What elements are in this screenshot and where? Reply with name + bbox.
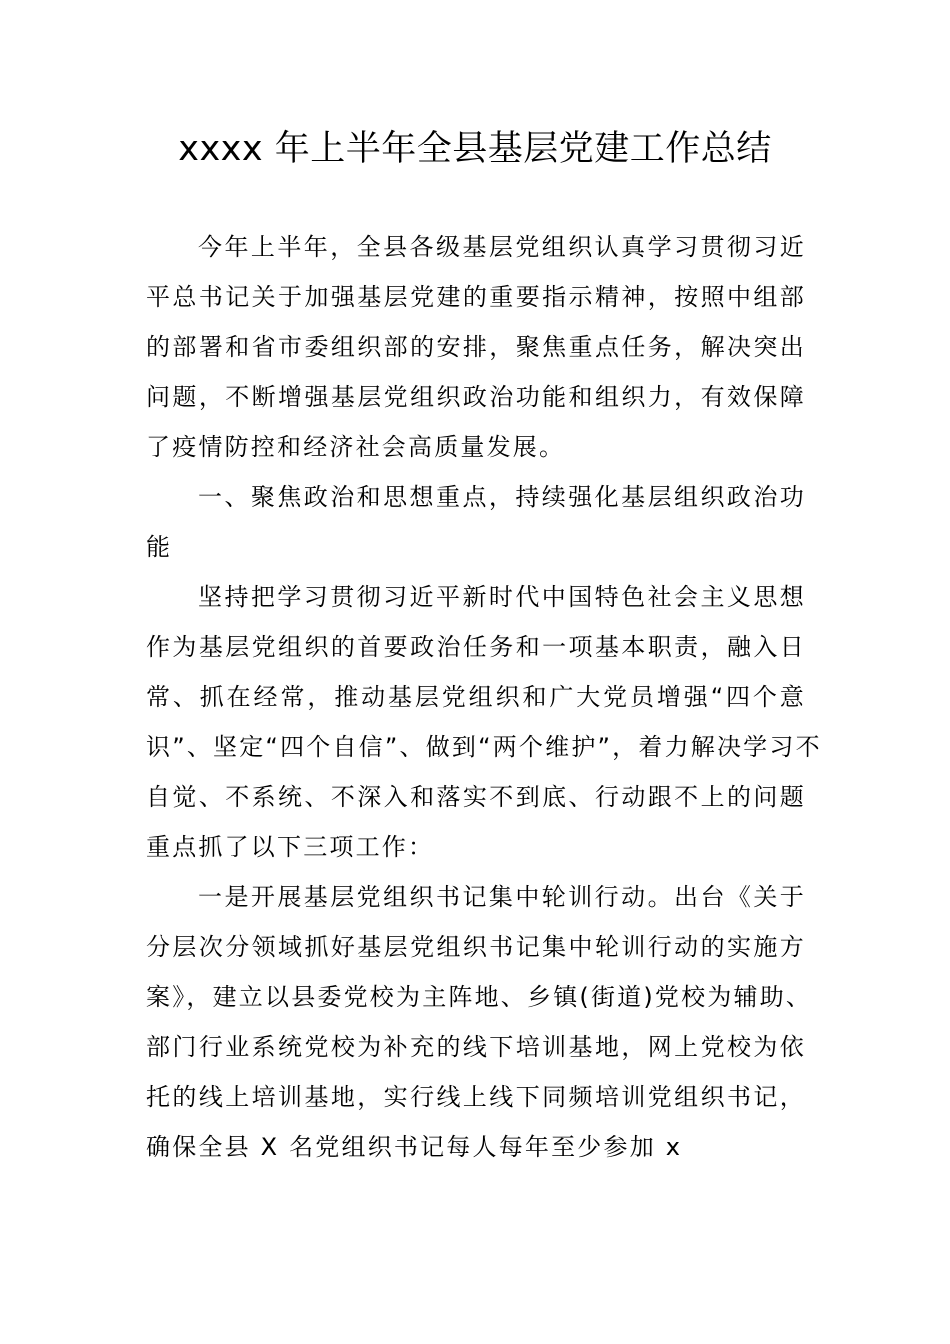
text-line: 今年上半年，全县各级基层党组织认真学习贯彻习近 [198,233,806,261]
text-line: 案》，建立以县委党校为主阵地、乡镇(街道)党校为辅助、 [146,983,813,1011]
text-line: 重点抓了以下三项工作： [146,833,435,861]
text-line: 能 [146,533,173,561]
text-line: 部门行业系统党校为补充的线下培训基地，网上党校为依 [146,1033,806,1061]
text-line: 的部署和省市委组织部的安排，聚焦重点任务，解决突出 [146,333,806,361]
section-heading-1 [146,472,806,572]
text-line: 托的线上培训基地，实行线上线下同频培训党组织书记， [146,1083,806,1111]
paragraph-item-1 [146,872,813,1172]
paragraph-section-1 [146,572,822,872]
text-line: 一是开展基层党组织书记集中轮训行动。出台《关于 [198,883,806,911]
text-line: 分层次分领域抓好基层党组织书记集中轮训行动的实施方 [146,933,806,961]
document-title: xxxx 年上半年全县基层党建工作总结 [178,129,772,169]
document-body [146,222,822,1172]
text-line: 问题，不断增强基层党组织政治功能和组织力，有效保障 [146,383,806,411]
text-line: 自觉、不系统、不深入和落实不到底、行动跟不上的问题 [146,783,806,811]
text-line: 确保全县 X 名党组织书记每人每年至少参加 x [146,1133,683,1161]
text-line: 了疫情防控和经济社会高质量发展。 [146,433,566,461]
text-line: 坚持把学习贯彻习近平新时代中国特色社会主义思想 [198,583,806,611]
text-line: 一、聚焦政治和思想重点，持续强化基层组织政治功 [198,483,806,511]
text-line: 作为基层党组织的首要政治任务和一项基本职责，融入日 [146,633,806,661]
text-line: 常、抓在经常，推动基层党组织和广大党员增强“四个意 [146,683,806,711]
text-line: 平总书记关于加强基层党建的重要指示精神，按照中组部 [146,283,806,311]
paragraph-intro [146,222,806,472]
text-line: 识”、坚定“四个自信”、做到“两个维护”，着力解决学习不 [146,733,822,761]
